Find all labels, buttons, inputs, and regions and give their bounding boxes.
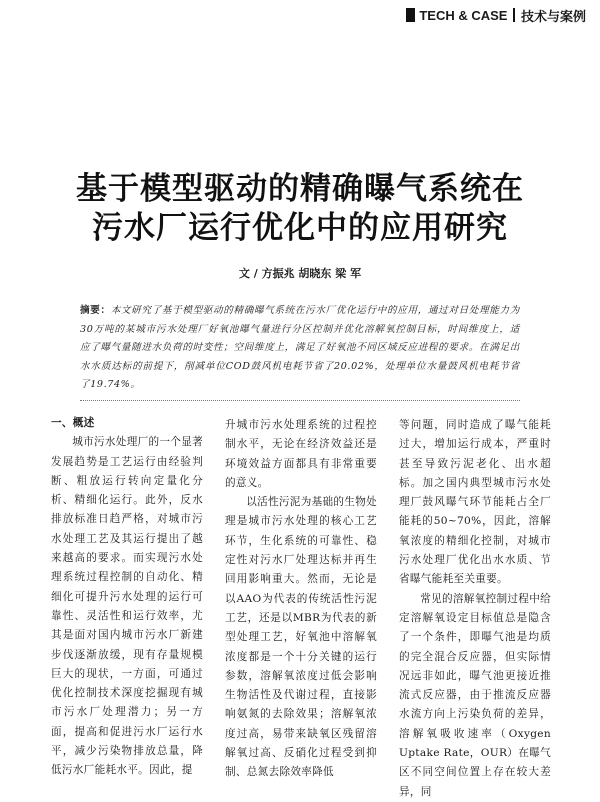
title-line-2: 污水厂运行优化中的应用研究 (92, 210, 508, 246)
article-authors: 文 / 方振兆 胡晓东 梁 军 (238, 267, 362, 280)
body-column-1 (51, 414, 203, 781)
paragraph: 城市污水处理厂的一个显著发展趋势是工艺运行由经验判断、粗放运行转向定量化分析、精细化运行。此外，反水排放标准日趋严格，对城市污水处理工艺及其运行提出了越来越高的要求。而实现污水处理系统过程控制的自动化、精细化可提升污水处理的运行可靠性、灵活性和运行效率，尤其是面对国内城市污水厂新建步伐逐渐放缓，现有存量规模巨大的现状，一方面，可通过优化控制技术深度挖掘现有城市污水厂处理潜力；另一方面，提高和促进污水厂运行水平，减少污染物排放总量，降低污水厂能耗水平。因此，提 (51, 436, 203, 777)
section-heading: 一、概述 (51, 417, 95, 429)
header-divider (513, 8, 515, 22)
header-tech-case: TECH & CASE (419, 7, 508, 23)
paragraph: 升城市污水处理系统的过程控制水平，无论在经济效益还是环境效益方面都具有非常重要的意义。 (225, 419, 377, 489)
body-column-2 (225, 416, 377, 783)
article-title (0, 170, 600, 248)
abstract-divider (80, 400, 520, 401)
abstract-label: 摘要： (80, 305, 111, 316)
header-column-title: 技术与案例 (520, 8, 586, 24)
abstract-text: 本文研究了基于模型驱动的精确曝气系统在污水厂优化运行中的应用，通过对日处理能力为30万吨的某城市污水处理厂好氧池曝气量进行分区控制并优化溶解氧控制目标，时间维度上，适应了曝气量随进水负荷的时变性；空间维度上，满足了好氧池不同区域反应进程的要求。在满足出水水质达标的前提下，削减单位COD鼓风机电耗节省了20.02%，处理单位水量鼓风机电耗节省了19.74%。 (80, 305, 520, 390)
paragraph: 常见的溶解氧控制过程中给定溶解氧设定目标值总是隐含了一个条件，即曝气池是均质的完全混合反应器，但实际情况远非如此，曝气池更接近推流式反应器，由于推流反应器水流方向上污染负荷的差异，溶解氧吸收速率（Oxygen Uptake Rate，OUR）在曝气区不同空间位置上存在较大差异，同 (399, 592, 551, 798)
title-line-1: 基于模型驱动的精确曝气系统在 (76, 171, 524, 207)
page-header (406, 6, 586, 24)
paragraph: 以活性污泥为基础的生物处理是城市污水处理的核心工艺环节，生化系统的可靠性、稳定性对污水厂处理达标并再生回用影响重大。然而，无论是以AAO为代表的传统活性污泥工艺，还是以MBR为代表的新型处理工艺，好氧池中溶解氧浓度都是一个十分关键的运行参数，溶解氧浓度过低会影响生物活性及代谢过程，直接影响氨氮的去除效果；溶解氧浓度过高，易带来缺氧区残留溶解氧过高、反硝化过程受到抑制、总氮去除效率降低 (225, 496, 377, 779)
abstract-block (80, 302, 520, 395)
header-block-mark (406, 8, 415, 22)
body-column-3 (399, 416, 551, 802)
paragraph: 等问题，同时造成了曝气能耗过大，增加运行成本，严重时甚至导致污泥老化、出水超标。加之国内典型城市污水处理厂鼓风曝气环节能耗占全厂能耗的50~70%，因此，溶解氧浓度的精细化控制，对城市污水处理厂优化出水水质、节省曝气能耗至关重要。 (399, 419, 551, 586)
